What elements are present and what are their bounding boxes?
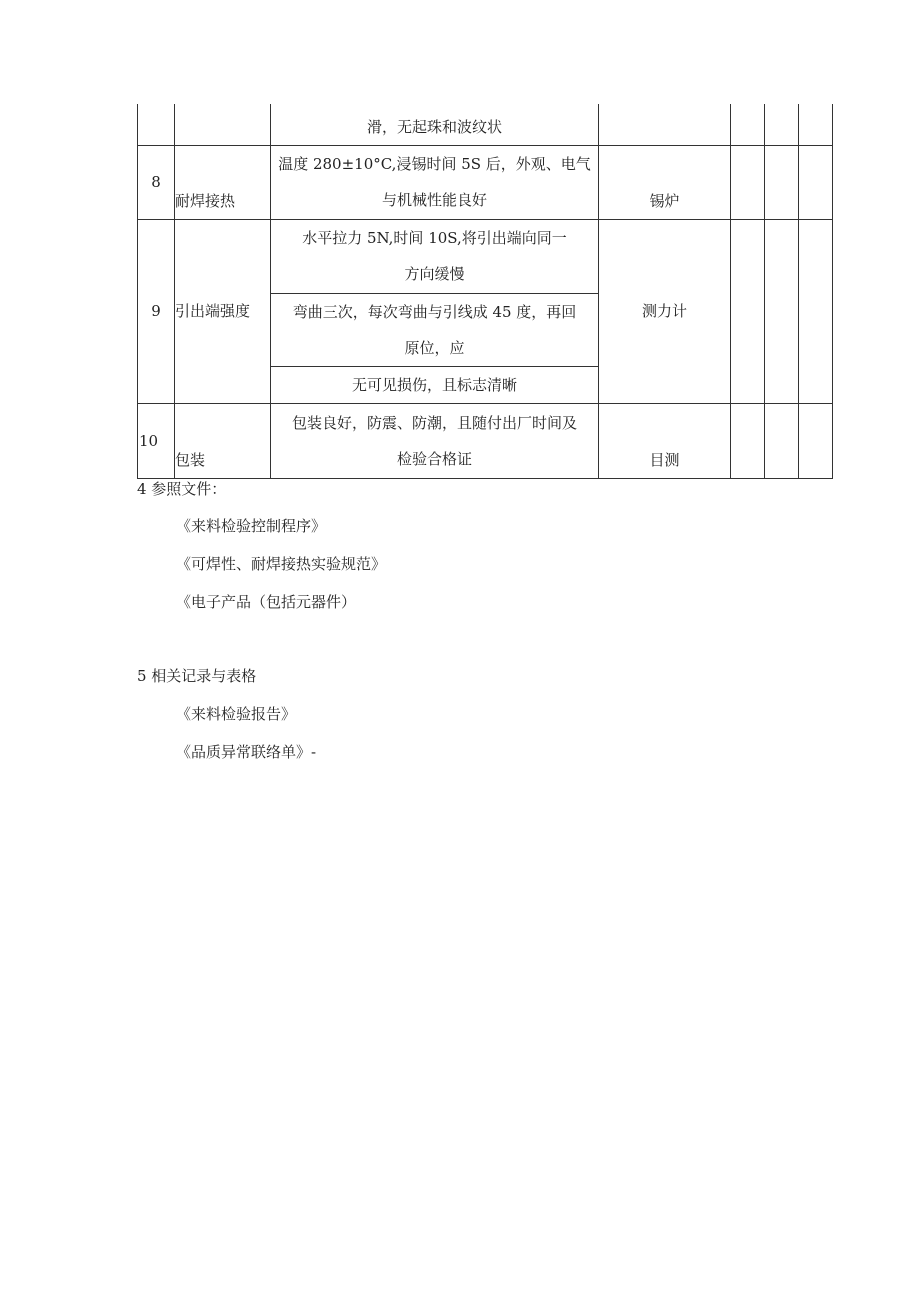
row-number: 9 — [138, 219, 175, 403]
table-row — [138, 403, 833, 478]
item-name: 包装 — [175, 403, 271, 478]
section-5-heading: 5 相关记录与表格 — [137, 667, 257, 685]
requirement-line: 水平拉力 5N,时间 10S,将引出端向同一 — [302, 229, 567, 247]
tool-cell: 锡炉 — [599, 145, 731, 219]
requirement-cell — [271, 145, 599, 219]
item-name — [175, 104, 271, 145]
requirement-cell — [271, 366, 599, 403]
blank-cell — [799, 145, 833, 219]
requirement-cell — [271, 219, 599, 293]
row-number — [138, 104, 175, 145]
table-row — [138, 219, 833, 293]
requirement-line: 滑，无起珠和波纹状 — [366, 117, 502, 136]
table-row — [138, 104, 833, 145]
blank-cell — [731, 219, 765, 403]
requirement-line: 方向缓慢 — [404, 265, 465, 283]
reference-document: 《可焊性、耐焊接热实验规范》 — [176, 555, 387, 573]
section-4-heading: 4 参照文件： — [137, 480, 227, 498]
tool-cell — [599, 104, 731, 145]
blank-cell — [731, 403, 765, 478]
blank-cell — [799, 403, 833, 478]
reference-document: 《来料检验控制程序》 — [176, 517, 327, 535]
blank-cell — [799, 219, 833, 403]
blank-cell — [765, 104, 799, 145]
row-number: 8 — [138, 145, 175, 219]
requirement-line: 检验合格证 — [396, 449, 472, 468]
reference-document: 《电子产品（包括元器件） — [176, 593, 357, 611]
requirement-line: 包装良好，防震、防潮，且随付出厂时间及 — [291, 413, 577, 432]
row-number: 10 — [138, 403, 175, 478]
requirement-line: 弯曲三次，每次弯曲与引线成 45 度，再回 — [292, 302, 577, 321]
tool-cell: 目测 — [599, 403, 731, 478]
record-form: 《品质异常联络单》- — [176, 743, 317, 761]
blank-cell — [799, 104, 833, 145]
record-form: 《来料检验报告》 — [176, 705, 297, 723]
requirement-line: 与机械性能良好 — [381, 191, 487, 209]
blank-cell — [765, 219, 799, 403]
table-row — [138, 145, 833, 219]
requirement-cell — [271, 403, 599, 478]
requirement-line: 温度 280±10°C,浸锡时间 5S 后，外观、电气 — [278, 155, 591, 173]
requirement-cell — [271, 104, 599, 145]
blank-cell — [731, 104, 765, 145]
blank-cell — [765, 145, 799, 219]
requirement-line: 原位，应 — [404, 338, 465, 357]
inspection-table — [137, 104, 833, 479]
item-name: 引出端强度 — [175, 219, 271, 403]
item-name: 耐焊接热 — [175, 145, 271, 219]
tool-cell: 测力计 — [599, 219, 731, 403]
requirement-cell — [271, 293, 599, 366]
requirement-line: 无可见损伤，且标志清晰 — [351, 375, 517, 394]
blank-cell — [731, 145, 765, 219]
blank-cell — [765, 403, 799, 478]
